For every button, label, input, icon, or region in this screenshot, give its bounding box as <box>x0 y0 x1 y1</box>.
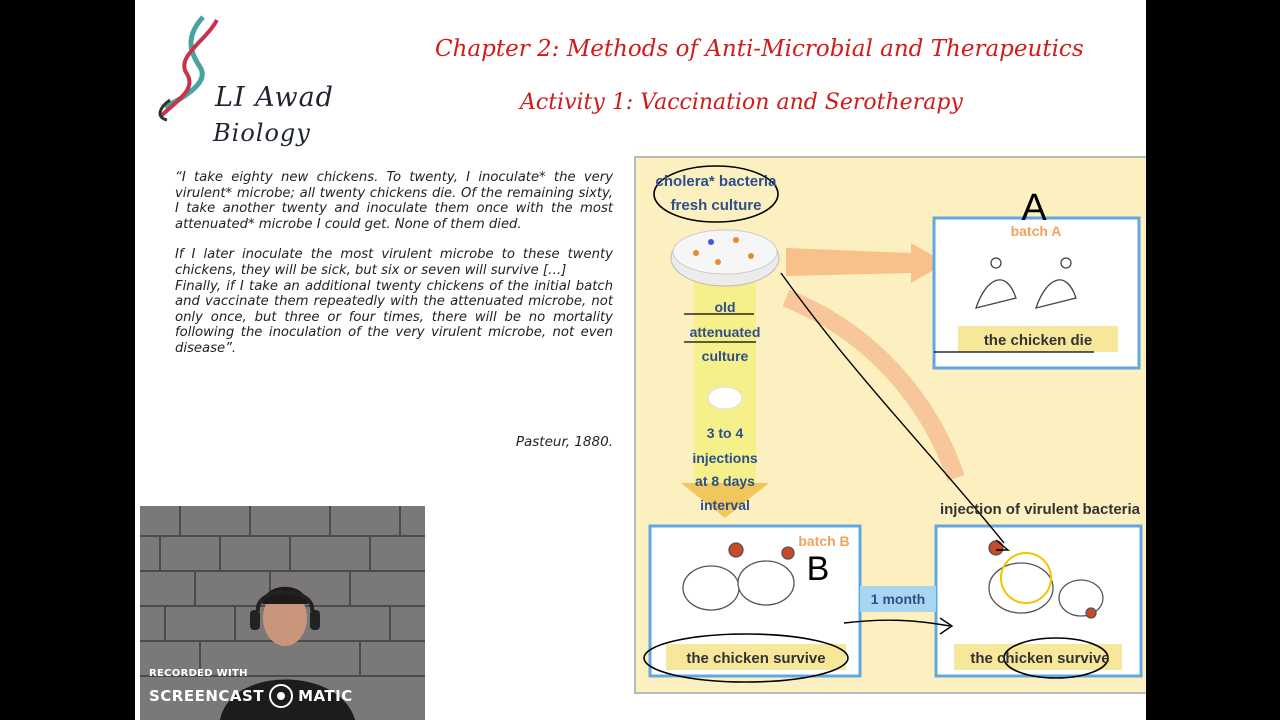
annotation-letter-a: A <box>1021 187 1047 229</box>
month-label: 1 month <box>870 591 926 607</box>
batch-b-caption: the chicken survive <box>686 650 826 667</box>
inj-label-4: interval <box>700 497 750 513</box>
old-label-2: attenuated <box>689 324 761 340</box>
old-label-3: culture <box>701 348 749 364</box>
quote-paragraph-2: If I later inoculate the most virulent microbe to these twenty chickens, they will be sick, but six or seven will survive […] <box>175 247 613 278</box>
inj-label-2: injections <box>692 450 758 466</box>
watermark-recorded: RECORDED WITH <box>149 668 248 679</box>
batch-b-label: batch B <box>798 533 850 549</box>
page-title: Chapter 2: Methods of Anti-Microbial and Therapeutics <box>435 36 1084 62</box>
watermark-matic: MATIC <box>298 687 353 705</box>
logo <box>145 12 335 147</box>
annotation-letter-b: B <box>806 550 830 588</box>
inj-label-3: at 8 days <box>695 473 755 489</box>
record-icon <box>269 684 293 708</box>
culture-label-2: fresh culture <box>670 197 762 214</box>
batch-a-caption: the chicken die <box>983 332 1093 349</box>
vaccination-diagram <box>634 156 1146 694</box>
watermark-screencast: SCREENCAST <box>149 687 265 705</box>
injection-label: injection of virulent bacteria <box>939 501 1141 518</box>
quote-paragraph-3: Finally, if I take an additional twenty chickens of the initial batch and vaccinate them repeatedly with the attenuated microbe, not only once, but three or four times, there will be no mortality following the inoculation of the very virulent microbe, not even disease”. <box>175 278 613 356</box>
screencast-watermark <box>149 684 353 708</box>
vaccine-pill-icon <box>708 387 742 409</box>
quote-paragraph-1: “I take eighty new chickens. To twenty, I inoculate* the very virulent* microbe; all twenty chickens die. Of the remaining sixty, I take another twenty and inoculate them once with the most attenuated* microbe I could get. None of them died. <box>175 170 613 232</box>
old-label-1: old <box>714 299 736 315</box>
logo-line1: LI Awad <box>215 82 334 113</box>
quote-citation: Pasteur, 1880. <box>515 434 613 450</box>
batch-a-label: batch A <box>1010 223 1062 239</box>
page-subtitle: Activity 1: Vaccination and Serotherapy <box>520 90 963 115</box>
inj-label-1: 3 to 4 <box>706 425 744 441</box>
culture-label-1: cholera* bacteria <box>655 173 777 190</box>
logo-line2: Biology <box>213 119 311 147</box>
orange-arrow-batch-a <box>786 243 946 283</box>
pasteur-quote <box>175 170 613 372</box>
final-caption: the chicken survive <box>970 650 1110 667</box>
